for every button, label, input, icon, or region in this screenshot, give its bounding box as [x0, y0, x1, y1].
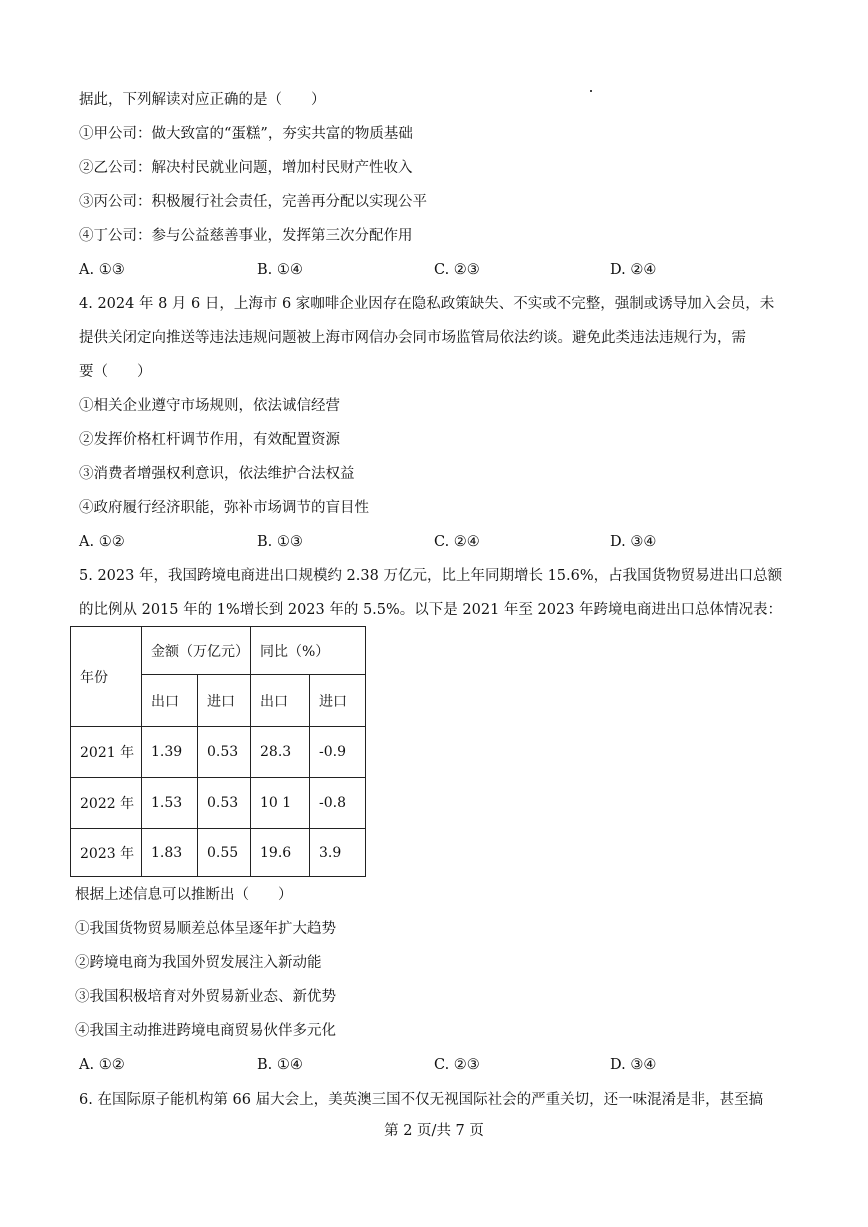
q4-line-2: 提供关闭定向推送等违法违规问题被上海市网信办会同市场监管局依法约谈。避免此类违法违规行为，需 — [79, 330, 746, 346]
import-yoy-cell: -0.8 — [310, 778, 366, 829]
yoy-header: 同比（%） — [251, 627, 366, 675]
import-yoy-cell: 3.9 — [310, 829, 366, 877]
q4-option-c: C. ②④ — [434, 534, 480, 550]
year-cell: 2023 年 — [71, 829, 142, 877]
export-amount-cell: 1.83 — [142, 829, 198, 877]
q4-option-a: A. ①② — [79, 534, 125, 550]
q5-line-1: 5. 2023 年，我国跨境电商进出口规模约 2.38 万亿元，比上年同期增长 15.6%，占我国货物贸易进出口总额 — [79, 568, 783, 584]
export-yoy-cell: 28.3 — [251, 727, 310, 778]
q4-item-1: ①相关企业遵守市场规则，依法诚信经营 — [79, 398, 340, 414]
q4-line-1: 4. 2024 年 8 月 6 日，上海市 6 家咖啡企业因存在隐私政策缺失、不实或不完整，强制或诱导加入会员，未 — [79, 296, 775, 312]
q3-option-d: D. ②④ — [610, 262, 657, 278]
q5-item-2: ②跨境电商为我国外贸发展注入新动能 — [75, 955, 322, 971]
import-yoy-cell: -0.9 — [310, 727, 366, 778]
q3-item-4: ④丁公司：参与公益慈善事业，发挥第三次分配作用 — [79, 228, 413, 244]
q5-option-c: C. ②③ — [434, 1057, 480, 1073]
year-cell: 2022 年 — [71, 778, 142, 829]
sub-header-import-yoy: 进口 — [310, 675, 366, 727]
year-cell: 2021 年 — [71, 727, 142, 778]
q4-option-b: B. ①③ — [257, 534, 303, 550]
import-amount-cell: 0.53 — [198, 778, 251, 829]
q3-item-2: ②乙公司：解决村民就业问题，增加村民财产性收入 — [79, 160, 413, 176]
q6-line-1: 6. 在国际原子能机构第 66 届大会上，美英澳三国不仅无视国际社会的严重关切，还一味混淆是非，甚至搞 — [79, 1092, 764, 1108]
q5-stem: 根据上述信息可以推断出（ ） — [75, 887, 293, 903]
sub-header-export-yoy: 出口 — [251, 675, 310, 727]
q3-option-b: B. ①④ — [257, 262, 303, 278]
sub-header-import-amount: 进口 — [198, 675, 251, 727]
import-amount-cell: 0.53 — [198, 727, 251, 778]
page-footer: 第 2 页/共 7 页 — [384, 1123, 484, 1139]
scan-dot — [590, 90, 592, 92]
q3-item-3: ③丙公司：积极履行社会责任，完善再分配以实现公平 — [79, 194, 427, 210]
export-yoy-cell: 19.6 — [251, 829, 310, 877]
q4-line-3: 要（ ） — [79, 364, 152, 380]
q5-option-d: D. ③④ — [610, 1057, 657, 1073]
export-amount-cell: 1.53 — [142, 778, 198, 829]
q3-option-a: A. ①③ — [79, 262, 125, 278]
sub-header-export-amount: 出口 — [142, 675, 198, 727]
q3-item-1: ①甲公司：做大致富的“蛋糕”，夯实共富的物质基础 — [79, 126, 413, 142]
export-amount-cell: 1.39 — [142, 727, 198, 778]
table-row — [71, 778, 366, 829]
q5-item-4: ④我国主动推进跨境电商贸易伙伴多元化 — [75, 1023, 336, 1039]
year-header: 年份 — [71, 627, 142, 727]
q5-item-3: ③我国积极培育对外贸易新业态、新优势 — [75, 989, 336, 1005]
q4-option-d: D. ③④ — [610, 534, 657, 550]
q5-line-2: 的比例从 2015 年的 1%增长到 2023 年的 5.5%。以下是 2021 年至 2023 年跨境电商进出口总体情况表： — [79, 602, 783, 618]
amount-header: 金额（万亿元） — [142, 627, 251, 675]
q5-option-b: B. ①④ — [257, 1057, 303, 1073]
q4-item-4: ④政府履行经济职能，弥补市场调节的盲目性 — [79, 500, 369, 516]
q5-option-a: A. ①② — [79, 1057, 125, 1073]
q3-stem: 据此，下列解读对应正确的是（ ） — [79, 92, 326, 108]
table-row — [71, 829, 366, 877]
table-row — [71, 727, 366, 778]
export-yoy-cell: 10 1 — [251, 778, 310, 829]
q4-item-2: ②发挥价格杠杆调节作用，有效配置资源 — [79, 432, 340, 448]
trade-table — [70, 626, 366, 877]
q3-option-c: C. ②③ — [434, 262, 480, 278]
q4-item-3: ③消费者增强权利意识，依法维护合法权益 — [79, 466, 355, 482]
q5-item-1: ①我国货物贸易顺差总体呈逐年扩大趋势 — [75, 921, 336, 937]
import-amount-cell: 0.55 — [198, 829, 251, 877]
